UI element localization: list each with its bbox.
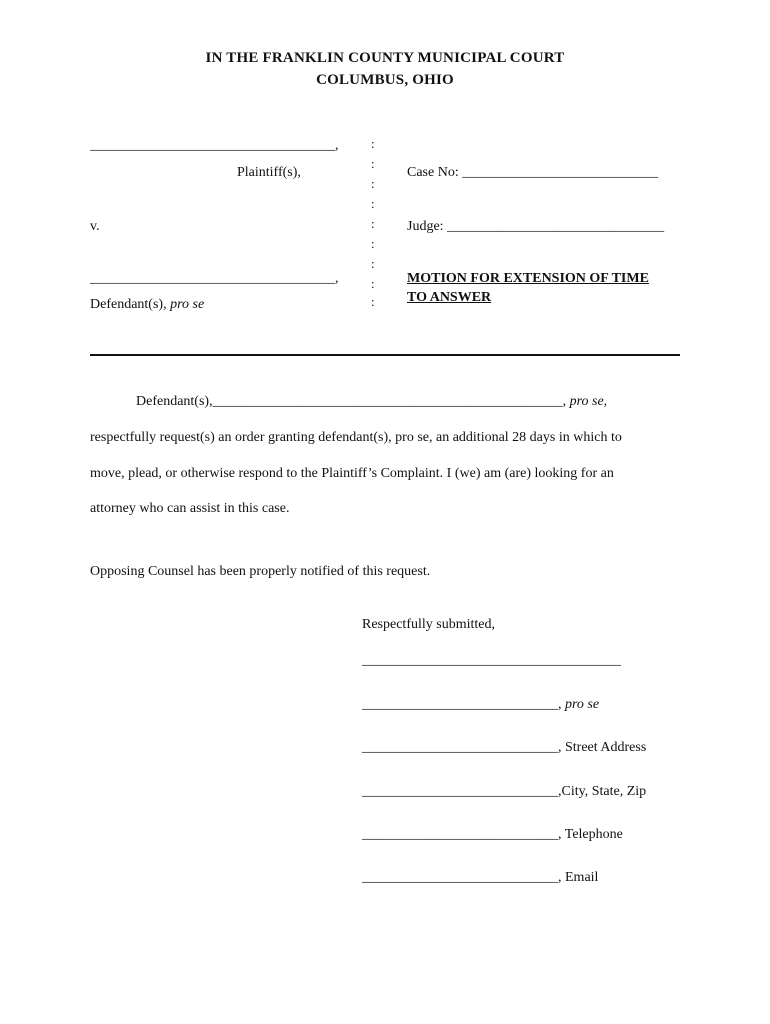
motion-title-line-1: MOTION FOR EXTENSION OF TIME <box>407 271 649 286</box>
judge-blank: _______________________________ <box>447 219 665 234</box>
body-defendant-blank: __________________________________________________, <box>212 394 567 409</box>
motion-title <box>407 269 649 307</box>
case-number-field <box>407 165 658 181</box>
telephone-line <box>362 827 623 843</box>
email-blank: ____________________________, <box>362 870 562 885</box>
case-number-label: Case No: <box>407 165 459 180</box>
closing-text: Respectfully submitted, <box>362 617 495 632</box>
telephone-blank: ____________________________, <box>362 827 562 842</box>
body-defendant-prefix: Defendant(s), <box>136 394 213 409</box>
colon-9: : <box>371 294 375 309</box>
case-number-blank: ____________________________ <box>462 165 659 180</box>
street-address-label: Street Address <box>565 740 647 755</box>
caption-divider <box>90 354 680 356</box>
judge-label: Judge: <box>407 219 444 234</box>
motion-title-line-2: TO ANSWER <box>407 290 492 305</box>
email-label: Email <box>565 870 599 885</box>
colon-2: : <box>371 156 375 171</box>
city-state-zip-line <box>362 784 646 800</box>
body-line-4: attorney who can assist in this case. <box>90 501 290 516</box>
defendant-label-text: Defendant(s), <box>90 297 167 312</box>
colon-8: : <box>371 276 375 291</box>
court-name-heading: IN THE FRANKLIN COUNTY MUNICIPAL COURT <box>205 50 565 66</box>
body-line-1 <box>136 394 607 410</box>
colon-3: : <box>371 176 375 191</box>
colon-4: : <box>371 196 375 211</box>
body-pro-se: pro se, <box>569 394 608 409</box>
defendant-label <box>90 297 204 313</box>
body-line-2: respectfully request(s) an order granting defendant(s), pro se, an additional 28 days in which to <box>90 430 622 445</box>
body-line-3: move, plead, or otherwise respond to the Plaintiff’s Complaint. I (we) am (are) looking for an <box>90 466 614 481</box>
colon-5: : <box>371 216 375 231</box>
city-state-zip-blank: ____________________________, <box>362 784 562 799</box>
street-address-line <box>362 740 646 756</box>
judge-field <box>407 219 664 235</box>
notice-paragraph: Opposing Counsel has been properly notified of this request. <box>90 564 431 579</box>
defendant-name-line: ___________________________________, <box>90 271 339 286</box>
colon-6: : <box>371 236 375 251</box>
telephone-label: Telephone <box>564 827 623 842</box>
signature-line: _____________________________________ <box>362 653 621 668</box>
defendant-label-pro-se: pro se <box>170 297 205 312</box>
colon-7: : <box>371 256 375 271</box>
name-blank: ____________________________, <box>362 697 562 712</box>
city-state-zip-label: City, State, Zip <box>561 784 647 799</box>
name-pro-se: pro se <box>565 697 600 712</box>
email-line <box>362 870 598 886</box>
versus-label: v. <box>90 219 100 234</box>
colon-1: : <box>371 136 375 151</box>
plaintiff-label: Plaintiff(s), <box>237 165 301 180</box>
street-address-blank: ____________________________, <box>362 740 562 755</box>
plaintiff-name-line: ___________________________________, <box>90 138 339 153</box>
court-city-heading: COLUMBUS, OHIO <box>316 72 454 88</box>
name-line <box>362 697 599 713</box>
